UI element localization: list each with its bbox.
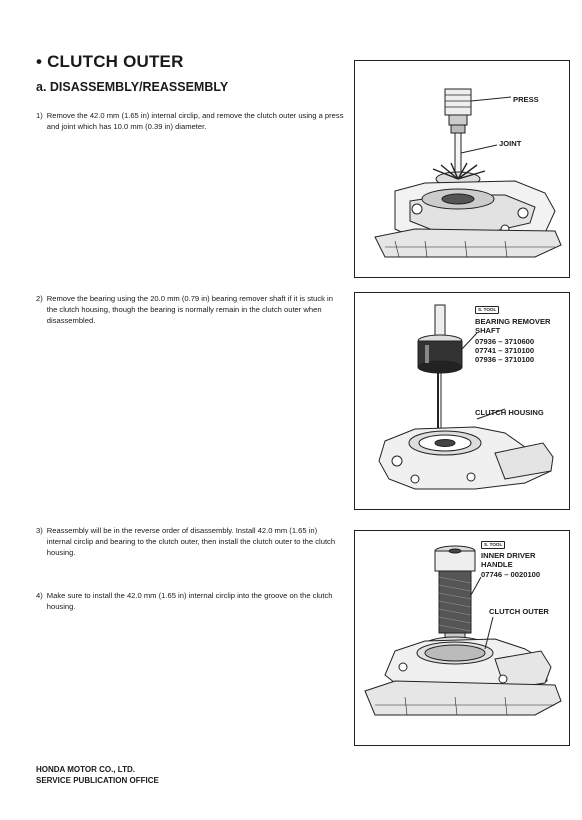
section-subtitle: a. DISASSEMBLY/REASSEMBLY	[36, 80, 229, 94]
special-tool-badge: S. TOOL	[475, 306, 499, 314]
part-number: 07741 – 3710100	[475, 346, 535, 355]
figure-inner-driver	[354, 530, 570, 746]
label-clutch-housing: CLUTCH HOUSING	[475, 408, 544, 417]
press-joint-illustration	[355, 61, 569, 277]
step-text: Remove the 42.0 mm (1.65 in) internal circlip, and remove the clutch outer using a press and joint which has 10.0 mm (0.39 in) diameter.	[46, 111, 344, 131]
page-title: • CLUTCH OUTER	[36, 52, 184, 71]
figure-press-joint	[354, 60, 570, 278]
step-2	[36, 293, 344, 326]
step-number: 4)	[36, 591, 43, 600]
step-4	[36, 590, 344, 612]
label-inner-driver: INNER DRIVER	[481, 551, 536, 560]
special-tool-badge: S. TOOL	[481, 541, 505, 549]
label-clutch-outer: CLUTCH OUTER	[489, 607, 549, 616]
step-text: Remove the bearing using the 20.0 mm (0.79 in) bearing remover shaft if it is stuck in the clutch housing, though the bearing is normally remain in the clutch outer when disassembled.	[46, 294, 333, 325]
step-number: 1)	[36, 111, 43, 120]
step-text: Make sure to install the 42.0 mm (1.65 in) internal circlip into the groove on the clutch housing.	[46, 591, 333, 611]
label-press: PRESS	[513, 95, 539, 104]
footer-company: HONDA MOTOR CO., LTD.	[36, 765, 135, 774]
label-bearing-remover: BEARING REMOVER	[475, 317, 551, 326]
footer-office: SERVICE PUBLICATION OFFICE	[36, 776, 159, 785]
step-number: 3)	[36, 526, 43, 535]
step-1	[36, 110, 344, 132]
step-3	[36, 525, 344, 558]
inner-driver-illustration	[355, 531, 569, 745]
step-text: Reassembly will be in the reverse order of disassembly. Install 42.0 mm (1.65 in) internal circlip and bearing to the clutch outer, then install the clutch outer to the clutch housing.	[46, 526, 336, 557]
step-number: 2)	[36, 294, 43, 303]
label-shaft: SHAFT	[475, 326, 501, 335]
figure-bearing-remover	[354, 292, 570, 510]
part-number: 07936 – 3710600	[475, 337, 535, 346]
publisher-footer	[36, 764, 159, 786]
part-number: 07936 – 3710100	[475, 355, 535, 364]
label-joint: JOINT	[499, 139, 522, 148]
label-handle: HANDLE	[481, 560, 513, 569]
part-number: 07746 – 0020100	[481, 570, 541, 579]
